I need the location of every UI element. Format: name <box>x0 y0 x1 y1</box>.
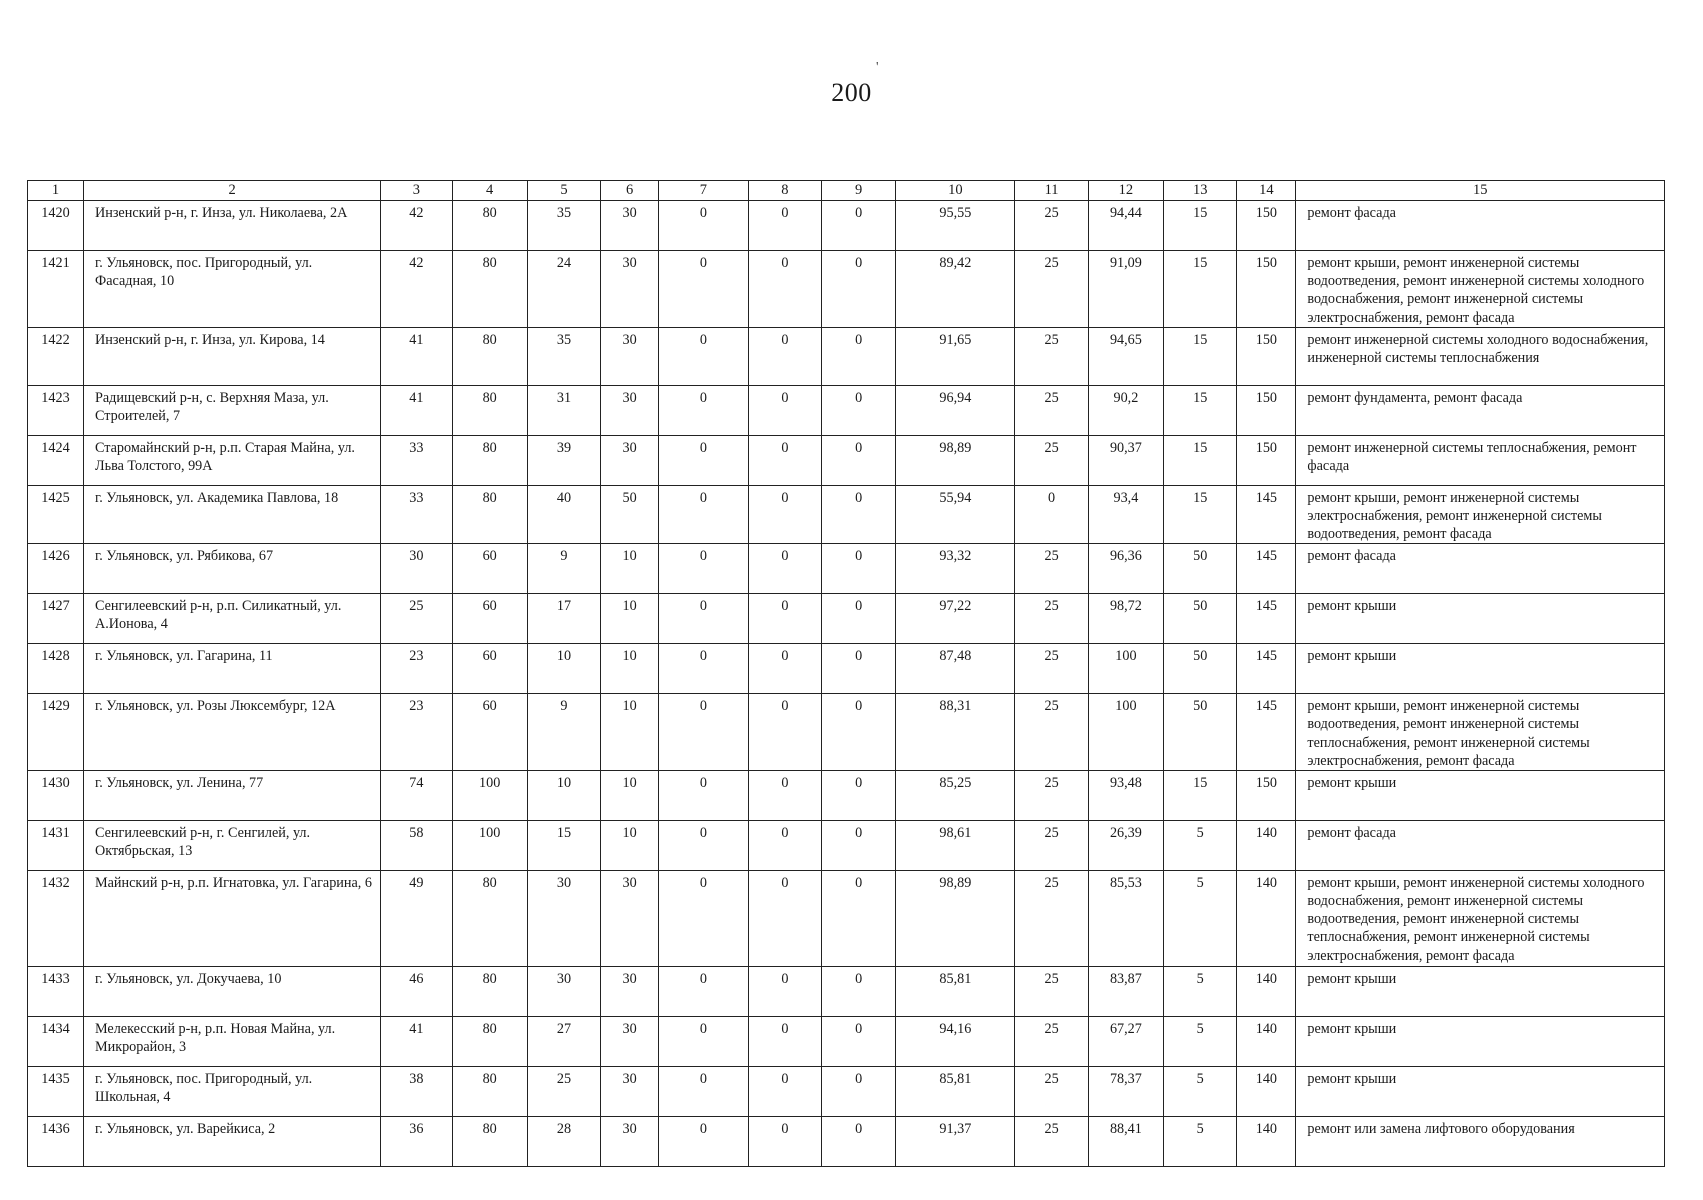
works-cell: ремонт крыши <box>1296 1066 1665 1116</box>
value-cell-col12: 67,27 <box>1088 1016 1163 1066</box>
row-number-cell: 1421 <box>28 251 84 328</box>
value-cell-col5: 9 <box>527 544 600 594</box>
value-cell-col14: 150 <box>1237 251 1296 328</box>
value-cell-col11: 25 <box>1015 966 1088 1016</box>
table-row <box>28 820 1665 870</box>
column-header: 10 <box>896 181 1015 201</box>
value-cell-col14: 145 <box>1237 544 1296 594</box>
row-number-cell: 1424 <box>28 435 84 485</box>
value-cell-col8: 0 <box>748 770 821 820</box>
value-cell-col9: 0 <box>822 770 896 820</box>
value-cell-col14: 140 <box>1237 820 1296 870</box>
value-cell-col7: 0 <box>659 820 749 870</box>
table-row <box>28 1066 1665 1116</box>
value-cell-col5: 35 <box>527 327 600 385</box>
value-cell-col7: 0 <box>659 1066 749 1116</box>
value-cell-col6: 30 <box>601 327 659 385</box>
value-cell-col9: 0 <box>822 966 896 1016</box>
value-cell-col5: 10 <box>527 770 600 820</box>
value-cell-col14: 150 <box>1237 385 1296 435</box>
value-cell-col14: 145 <box>1237 485 1296 544</box>
value-cell-col11: 25 <box>1015 644 1088 694</box>
column-header: 12 <box>1088 181 1163 201</box>
value-cell-col13: 5 <box>1164 820 1237 870</box>
value-cell-col6: 10 <box>601 694 659 771</box>
value-cell-col9: 0 <box>822 870 896 966</box>
value-cell-col7: 0 <box>659 485 749 544</box>
value-cell-col11: 25 <box>1015 385 1088 435</box>
value-cell-col14: 140 <box>1237 1116 1296 1166</box>
column-header: 8 <box>748 181 821 201</box>
column-header: 2 <box>83 181 380 201</box>
value-cell-col13: 5 <box>1164 870 1237 966</box>
value-cell-col7: 0 <box>659 201 749 251</box>
table-row <box>28 770 1665 820</box>
value-cell-col12: 90,2 <box>1088 385 1163 435</box>
row-number-cell: 1435 <box>28 1066 84 1116</box>
value-cell-col6: 30 <box>601 966 659 1016</box>
address-cell: г. Ульяновск, ул. Академика Павлова, 18 <box>83 485 380 544</box>
value-cell-col11: 25 <box>1015 327 1088 385</box>
value-cell-col14: 150 <box>1237 435 1296 485</box>
column-header: 6 <box>601 181 659 201</box>
value-cell-col13: 50 <box>1164 544 1237 594</box>
value-cell-col9: 0 <box>822 644 896 694</box>
value-cell-col3: 58 <box>381 820 452 870</box>
column-header: 9 <box>822 181 896 201</box>
value-cell-col5: 30 <box>527 870 600 966</box>
value-cell-col10: 55,94 <box>896 485 1015 544</box>
value-cell-col9: 0 <box>822 435 896 485</box>
value-cell-col4: 80 <box>452 435 527 485</box>
value-cell-col12: 94,44 <box>1088 201 1163 251</box>
row-number-cell: 1433 <box>28 966 84 1016</box>
value-cell-col5: 25 <box>527 1066 600 1116</box>
table-row <box>28 870 1665 966</box>
value-cell-col9: 0 <box>822 544 896 594</box>
value-cell-col7: 0 <box>659 327 749 385</box>
value-cell-col13: 5 <box>1164 1066 1237 1116</box>
value-cell-col6: 30 <box>601 201 659 251</box>
value-cell-col4: 80 <box>452 251 527 328</box>
value-cell-col12: 100 <box>1088 694 1163 771</box>
value-cell-col7: 0 <box>659 594 749 644</box>
value-cell-col7: 0 <box>659 385 749 435</box>
value-cell-col3: 38 <box>381 1066 452 1116</box>
value-cell-col8: 0 <box>748 201 821 251</box>
value-cell-col11: 25 <box>1015 201 1088 251</box>
value-cell-col6: 10 <box>601 594 659 644</box>
value-cell-col3: 33 <box>381 435 452 485</box>
value-cell-col6: 30 <box>601 1016 659 1066</box>
value-cell-col6: 10 <box>601 820 659 870</box>
value-cell-col6: 30 <box>601 251 659 328</box>
value-cell-col8: 0 <box>748 485 821 544</box>
table-row <box>28 544 1665 594</box>
column-header: 14 <box>1237 181 1296 201</box>
value-cell-col10: 91,65 <box>896 327 1015 385</box>
value-cell-col4: 80 <box>452 966 527 1016</box>
value-cell-col10: 91,37 <box>896 1116 1015 1166</box>
works-cell: ремонт крыши, ремонт инженерной системы водоотведения, ремонт инженерной системы холодного водоснабжения, ремонт инженерной системы электроснабжения, ремонт фасада <box>1296 251 1665 328</box>
value-cell-col4: 80 <box>452 485 527 544</box>
value-cell-col3: 30 <box>381 544 452 594</box>
register-table <box>27 180 1665 1167</box>
value-cell-col5: 39 <box>527 435 600 485</box>
value-cell-col4: 80 <box>452 201 527 251</box>
column-number-row <box>28 181 1665 201</box>
value-cell-col14: 150 <box>1237 770 1296 820</box>
works-cell: ремонт фасада <box>1296 201 1665 251</box>
value-cell-col7: 0 <box>659 694 749 771</box>
address-cell: Сенгилеевский р-н, г. Сенгилей, ул. Октябрьская, 13 <box>83 820 380 870</box>
value-cell-col6: 30 <box>601 1116 659 1166</box>
value-cell-col12: 90,37 <box>1088 435 1163 485</box>
value-cell-col10: 98,89 <box>896 435 1015 485</box>
works-cell: ремонт крыши <box>1296 1016 1665 1066</box>
address-cell: Майнский р-н, р.п. Игнатовка, ул. Гагарина, 6 <box>83 870 380 966</box>
value-cell-col13: 15 <box>1164 327 1237 385</box>
value-cell-col6: 30 <box>601 435 659 485</box>
value-cell-col14: 145 <box>1237 594 1296 644</box>
row-number-cell: 1434 <box>28 1016 84 1066</box>
value-cell-col8: 0 <box>748 327 821 385</box>
value-cell-col13: 15 <box>1164 251 1237 328</box>
value-cell-col4: 80 <box>452 1066 527 1116</box>
value-cell-col8: 0 <box>748 694 821 771</box>
row-number-cell: 1436 <box>28 1116 84 1166</box>
value-cell-col11: 25 <box>1015 594 1088 644</box>
value-cell-col6: 30 <box>601 1066 659 1116</box>
value-cell-col5: 40 <box>527 485 600 544</box>
value-cell-col9: 0 <box>822 201 896 251</box>
value-cell-col10: 85,81 <box>896 966 1015 1016</box>
address-cell: г. Ульяновск, ул. Варейкиса, 2 <box>83 1116 380 1166</box>
value-cell-col5: 35 <box>527 201 600 251</box>
value-cell-col3: 41 <box>381 1016 452 1066</box>
address-cell: г. Ульяновск, ул. Розы Люксембург, 12А <box>83 694 380 771</box>
value-cell-col10: 87,48 <box>896 644 1015 694</box>
value-cell-col6: 10 <box>601 544 659 594</box>
value-cell-col6: 30 <box>601 385 659 435</box>
address-cell: г. Ульяновск, ул. Ленина, 77 <box>83 770 380 820</box>
value-cell-col9: 0 <box>822 251 896 328</box>
value-cell-col14: 145 <box>1237 644 1296 694</box>
address-cell: Радищевский р-н, с. Верхняя Маза, ул. Строителей, 7 <box>83 385 380 435</box>
value-cell-col14: 140 <box>1237 870 1296 966</box>
value-cell-col5: 17 <box>527 594 600 644</box>
value-cell-col9: 0 <box>822 327 896 385</box>
value-cell-col8: 0 <box>748 1016 821 1066</box>
value-cell-col7: 0 <box>659 870 749 966</box>
value-cell-col9: 0 <box>822 694 896 771</box>
value-cell-col14: 145 <box>1237 694 1296 771</box>
value-cell-col8: 0 <box>748 435 821 485</box>
value-cell-col10: 85,81 <box>896 1066 1015 1116</box>
works-cell: ремонт крыши <box>1296 770 1665 820</box>
value-cell-col5: 10 <box>527 644 600 694</box>
value-cell-col13: 15 <box>1164 770 1237 820</box>
value-cell-col7: 0 <box>659 1016 749 1066</box>
value-cell-col8: 0 <box>748 966 821 1016</box>
address-cell: г. Ульяновск, ул. Докучаева, 10 <box>83 966 380 1016</box>
value-cell-col13: 50 <box>1164 644 1237 694</box>
value-cell-col13: 50 <box>1164 594 1237 644</box>
value-cell-col3: 36 <box>381 1116 452 1166</box>
value-cell-col10: 89,42 <box>896 251 1015 328</box>
value-cell-col14: 150 <box>1237 201 1296 251</box>
value-cell-col3: 23 <box>381 644 452 694</box>
value-cell-col11: 25 <box>1015 435 1088 485</box>
value-cell-col5: 30 <box>527 966 600 1016</box>
value-cell-col13: 15 <box>1164 435 1237 485</box>
value-cell-col4: 80 <box>452 385 527 435</box>
value-cell-col3: 46 <box>381 966 452 1016</box>
works-cell: ремонт крыши, ремонт инженерной системы электроснабжения, ремонт инженерной системы водоотведения, ремонт фасада <box>1296 485 1665 544</box>
value-cell-col11: 25 <box>1015 1116 1088 1166</box>
table-row <box>28 385 1665 435</box>
table-row <box>28 1116 1665 1166</box>
value-cell-col12: 91,09 <box>1088 251 1163 328</box>
value-cell-col6: 10 <box>601 770 659 820</box>
table-row <box>28 594 1665 644</box>
works-cell: ремонт крыши, ремонт инженерной системы холодного водоснабжения, ремонт инженерной системы водоотведения, ремонт инженерной системы теплоснабжения, ремонт инженерной системы электроснабжения, ремонт фасада <box>1296 870 1665 966</box>
column-header: 15 <box>1296 181 1665 201</box>
value-cell-col13: 50 <box>1164 694 1237 771</box>
works-cell: ремонт фасада <box>1296 544 1665 594</box>
value-cell-col5: 27 <box>527 1016 600 1066</box>
row-number-cell: 1428 <box>28 644 84 694</box>
table-row <box>28 435 1665 485</box>
value-cell-col8: 0 <box>748 544 821 594</box>
value-cell-col14: 140 <box>1237 966 1296 1016</box>
value-cell-col8: 0 <box>748 385 821 435</box>
value-cell-col11: 25 <box>1015 251 1088 328</box>
value-cell-col5: 28 <box>527 1116 600 1166</box>
value-cell-col4: 60 <box>452 544 527 594</box>
value-cell-col9: 0 <box>822 820 896 870</box>
works-cell: ремонт фасада <box>1296 820 1665 870</box>
table-row <box>28 966 1665 1016</box>
scan-mark: ' <box>876 60 879 75</box>
value-cell-col3: 33 <box>381 485 452 544</box>
column-header: 4 <box>452 181 527 201</box>
value-cell-col10: 96,94 <box>896 385 1015 435</box>
value-cell-col9: 0 <box>822 1016 896 1066</box>
row-number-cell: 1423 <box>28 385 84 435</box>
row-number-cell: 1429 <box>28 694 84 771</box>
value-cell-col7: 0 <box>659 1116 749 1166</box>
value-cell-col5: 15 <box>527 820 600 870</box>
address-cell: Сенгилеевский р-н, р.п. Силикатный, ул. А.Ионова, 4 <box>83 594 380 644</box>
value-cell-col14: 140 <box>1237 1016 1296 1066</box>
address-cell: г. Ульяновск, ул. Гагарина, 11 <box>83 644 380 694</box>
value-cell-col14: 150 <box>1237 327 1296 385</box>
row-number-cell: 1432 <box>28 870 84 966</box>
value-cell-col11: 25 <box>1015 1066 1088 1116</box>
value-cell-col6: 30 <box>601 870 659 966</box>
table-row <box>28 1016 1665 1066</box>
row-number-cell: 1420 <box>28 201 84 251</box>
page-number: 200 <box>831 78 872 107</box>
value-cell-col5: 31 <box>527 385 600 435</box>
value-cell-col8: 0 <box>748 1116 821 1166</box>
value-cell-col10: 93,32 <box>896 544 1015 594</box>
table-row <box>28 694 1665 771</box>
value-cell-col11: 25 <box>1015 820 1088 870</box>
works-cell: ремонт крыши <box>1296 966 1665 1016</box>
value-cell-col6: 10 <box>601 644 659 694</box>
value-cell-col8: 0 <box>748 251 821 328</box>
value-cell-col13: 15 <box>1164 385 1237 435</box>
works-cell: ремонт или замена лифтового оборудования <box>1296 1116 1665 1166</box>
value-cell-col8: 0 <box>748 820 821 870</box>
address-cell: Старомайнский р-н, р.п. Старая Майна, ул. Льва Толстого, 99А <box>83 435 380 485</box>
row-number-cell: 1425 <box>28 485 84 544</box>
value-cell-col13: 15 <box>1164 201 1237 251</box>
value-cell-col12: 93,48 <box>1088 770 1163 820</box>
value-cell-col10: 88,31 <box>896 694 1015 771</box>
works-cell: ремонт крыши, ремонт инженерной системы водоотведения, ремонт инженерной системы теплоснабжения, ремонт инженерной системы электроснабжения, ремонт фасада <box>1296 694 1665 771</box>
works-cell: ремонт крыши <box>1296 594 1665 644</box>
value-cell-col13: 5 <box>1164 1116 1237 1166</box>
value-cell-col12: 26,39 <box>1088 820 1163 870</box>
value-cell-col11: 25 <box>1015 870 1088 966</box>
value-cell-col4: 100 <box>452 820 527 870</box>
value-cell-col9: 0 <box>822 1066 896 1116</box>
table-row <box>28 327 1665 385</box>
value-cell-col10: 94,16 <box>896 1016 1015 1066</box>
column-header: 1 <box>28 181 84 201</box>
value-cell-col4: 80 <box>452 327 527 385</box>
value-cell-col3: 25 <box>381 594 452 644</box>
works-cell: ремонт фундамента, ремонт фасада <box>1296 385 1665 435</box>
value-cell-col4: 80 <box>452 870 527 966</box>
table-row <box>28 251 1665 328</box>
value-cell-col6: 50 <box>601 485 659 544</box>
address-cell: г. Ульяновск, пос. Пригородный, ул. Школьная, 4 <box>83 1066 380 1116</box>
value-cell-col9: 0 <box>822 594 896 644</box>
value-cell-col10: 97,22 <box>896 594 1015 644</box>
table-row <box>28 201 1665 251</box>
value-cell-col12: 78,37 <box>1088 1066 1163 1116</box>
address-cell: Инзенский р-н, г. Инза, ул. Кирова, 14 <box>83 327 380 385</box>
value-cell-col12: 83,87 <box>1088 966 1163 1016</box>
value-cell-col10: 98,89 <box>896 870 1015 966</box>
address-cell: г. Ульяновск, пос. Пригородный, ул. Фасадная, 10 <box>83 251 380 328</box>
value-cell-col3: 42 <box>381 201 452 251</box>
value-cell-col12: 85,53 <box>1088 870 1163 966</box>
row-number-cell: 1422 <box>28 327 84 385</box>
value-cell-col13: 15 <box>1164 485 1237 544</box>
works-cell: ремонт инженерной системы холодного водоснабжения, инженерной системы теплоснабжения <box>1296 327 1665 385</box>
value-cell-col12: 94,65 <box>1088 327 1163 385</box>
value-cell-col3: 41 <box>381 385 452 435</box>
value-cell-col3: 74 <box>381 770 452 820</box>
column-header: 11 <box>1015 181 1088 201</box>
value-cell-col12: 100 <box>1088 644 1163 694</box>
value-cell-col7: 0 <box>659 251 749 328</box>
value-cell-col8: 0 <box>748 644 821 694</box>
works-cell: ремонт крыши <box>1296 644 1665 694</box>
address-cell: Инзенский р-н, г. Инза, ул. Николаева, 2А <box>83 201 380 251</box>
value-cell-col4: 60 <box>452 694 527 771</box>
value-cell-col4: 60 <box>452 594 527 644</box>
value-cell-col10: 98,61 <box>896 820 1015 870</box>
value-cell-col11: 0 <box>1015 485 1088 544</box>
value-cell-col7: 0 <box>659 644 749 694</box>
value-cell-col3: 42 <box>381 251 452 328</box>
value-cell-col4: 60 <box>452 644 527 694</box>
address-cell: Мелекесский р-н, р.п. Новая Майна, ул. Микрорайон, 3 <box>83 1016 380 1066</box>
column-header: 5 <box>527 181 600 201</box>
value-cell-col11: 25 <box>1015 1016 1088 1066</box>
column-header: 7 <box>659 181 749 201</box>
value-cell-col12: 96,36 <box>1088 544 1163 594</box>
value-cell-col10: 85,25 <box>896 770 1015 820</box>
column-header: 13 <box>1164 181 1237 201</box>
value-cell-col11: 25 <box>1015 770 1088 820</box>
value-cell-col13: 5 <box>1164 1016 1237 1066</box>
value-cell-col11: 25 <box>1015 694 1088 771</box>
value-cell-col8: 0 <box>748 870 821 966</box>
value-cell-col4: 100 <box>452 770 527 820</box>
value-cell-col3: 41 <box>381 327 452 385</box>
table-row <box>28 644 1665 694</box>
value-cell-col11: 25 <box>1015 544 1088 594</box>
value-cell-col7: 0 <box>659 544 749 594</box>
value-cell-col12: 88,41 <box>1088 1116 1163 1166</box>
value-cell-col13: 5 <box>1164 966 1237 1016</box>
value-cell-col10: 95,55 <box>896 201 1015 251</box>
value-cell-col7: 0 <box>659 435 749 485</box>
value-cell-col4: 80 <box>452 1116 527 1166</box>
table-body <box>28 201 1665 1167</box>
table-row <box>28 485 1665 544</box>
value-cell-col9: 0 <box>822 485 896 544</box>
value-cell-col8: 0 <box>748 1066 821 1116</box>
value-cell-col9: 0 <box>822 1116 896 1166</box>
value-cell-col7: 0 <box>659 770 749 820</box>
value-cell-col12: 98,72 <box>1088 594 1163 644</box>
value-cell-col5: 24 <box>527 251 600 328</box>
column-header: 3 <box>381 181 452 201</box>
row-number-cell: 1430 <box>28 770 84 820</box>
works-cell: ремонт инженерной системы теплоснабжения, ремонт фасада <box>1296 435 1665 485</box>
value-cell-col8: 0 <box>748 594 821 644</box>
value-cell-col3: 49 <box>381 870 452 966</box>
value-cell-col7: 0 <box>659 966 749 1016</box>
value-cell-col14: 140 <box>1237 1066 1296 1116</box>
value-cell-col9: 0 <box>822 385 896 435</box>
address-cell: г. Ульяновск, ул. Рябикова, 67 <box>83 544 380 594</box>
value-cell-col5: 9 <box>527 694 600 771</box>
row-number-cell: 1427 <box>28 594 84 644</box>
row-number-cell: 1426 <box>28 544 84 594</box>
value-cell-col12: 93,4 <box>1088 485 1163 544</box>
value-cell-col3: 23 <box>381 694 452 771</box>
value-cell-col4: 80 <box>452 1016 527 1066</box>
row-number-cell: 1431 <box>28 820 84 870</box>
